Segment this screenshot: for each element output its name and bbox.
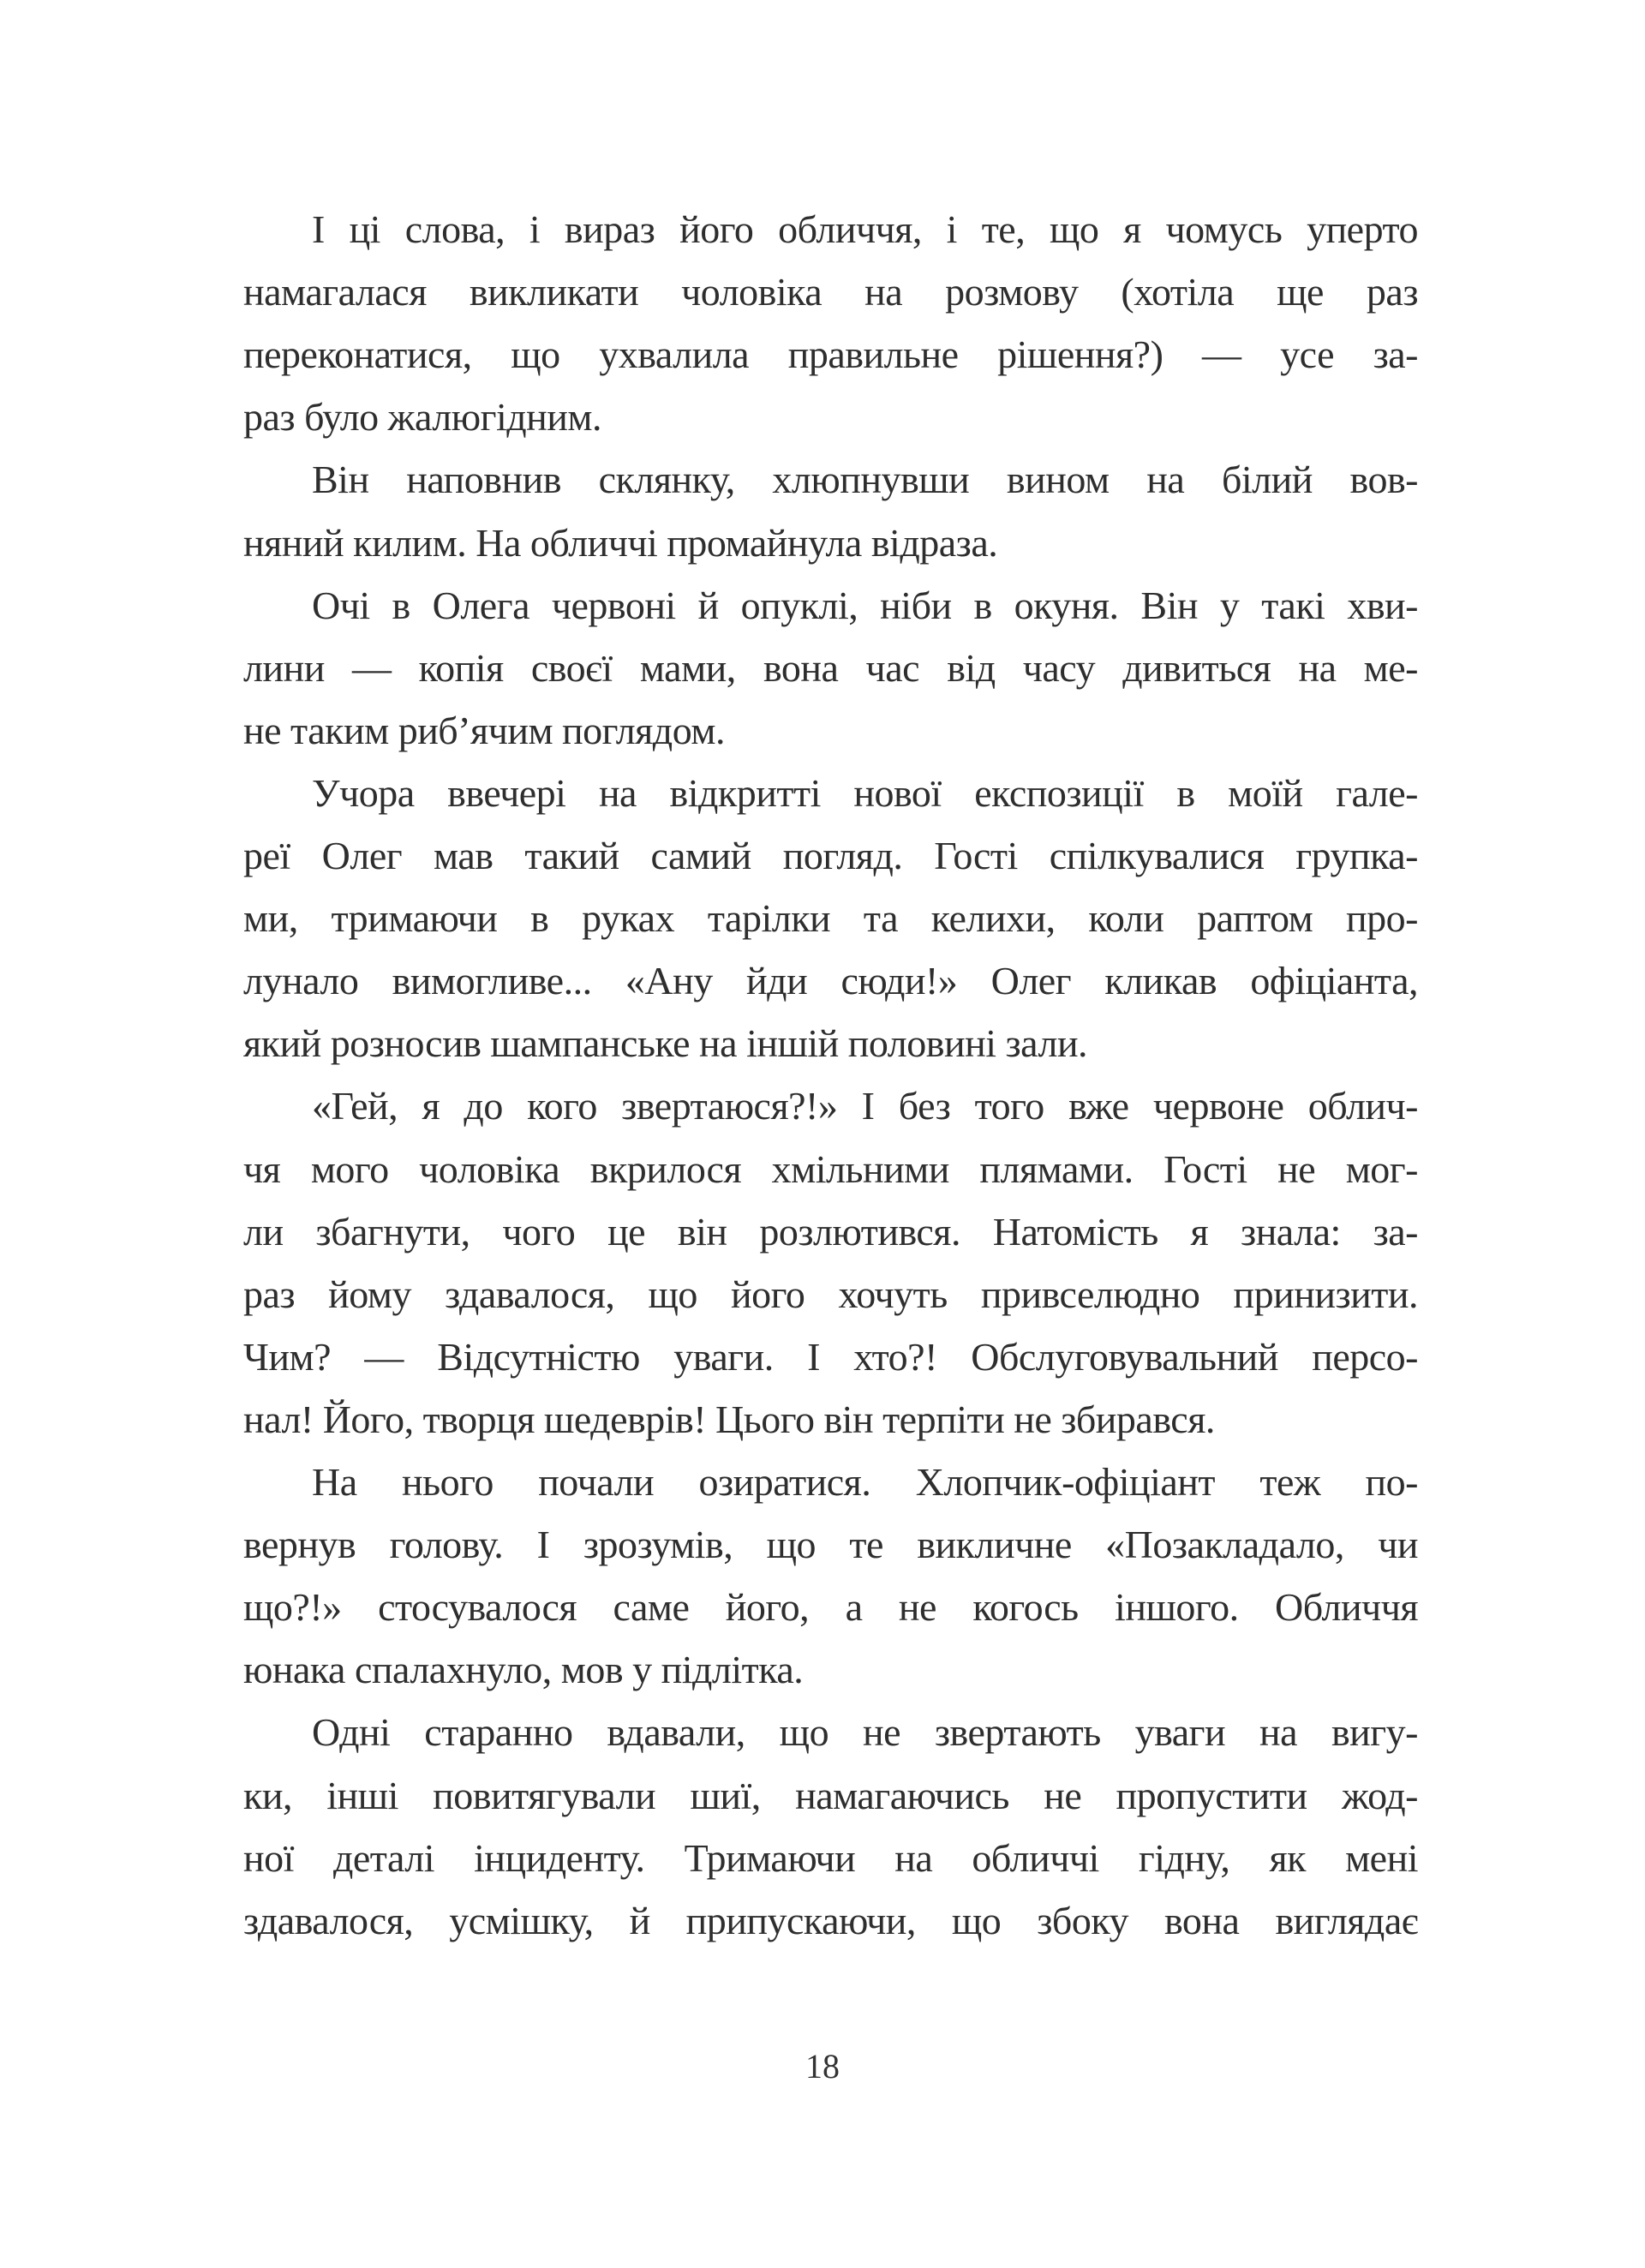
text-line: не таким риб’ячим поглядом. [243,708,725,752]
text-line: здавалося, усмішку, й припускаючи, що збоку вона виглядає [243,1898,1418,1942]
text-line: Чим? — Відсутністю уваги. І хто?! Обслуговувальний персо- [243,1334,1418,1379]
text-line: що?!» стосувалося саме його, а не когось іншого. Обличчя [243,1585,1418,1630]
text-line: ної деталі інциденту. Тримаючи на обличчі гідну, як мені [243,1835,1418,1880]
text-line: Учора ввечері на відкритті нової експозиції в моїй гале- [312,770,1418,815]
page-number: 18 [805,2047,840,2085]
text-line: ли збагнути, чого це він розлютився. Натомість я знала: за- [243,1209,1418,1254]
text-line: ми, тримаючи в руках тарілки та келихи, коли раптом про- [243,896,1418,941]
text-line: який розносив шампанське на іншій половині зали. [243,1021,1088,1066]
text-line: няний килим. На обличчі промайнула відраза. [243,520,998,565]
text-line: юнака спалахнуло, мов у підлітка. [243,1648,804,1692]
text-line: вернув голову. І зрозумів, що те викличне «Позакладало, чи [243,1523,1418,1567]
text-line: І ці слова, і вираз його обличчя, і те, що я чомусь уперто [312,207,1418,251]
text-line: На нього почали озиратися. Хлопчик-офіціант теж по- [312,1460,1418,1504]
text-line: ки, інші повитягували шиї, намагаючись не пропустити жод- [243,1773,1418,1817]
text-line: раз йому здавалося, що його хочуть привселюдно принизити. [243,1272,1418,1316]
text-line: чя мого чоловіка вкрилося хмільними плямами. Гості не мог- [243,1146,1418,1191]
text-line: Він наповнив склянку, хлюпнувши вином на білий вов- [312,458,1418,502]
text-line: намагалася викликати чоловіка на розмову (хотіла ще раз [243,270,1418,314]
text-line: Очі в Олега червоні й опуклі, ніби в окуня. Він у такі хви- [312,583,1418,627]
text-line: реї Олег мав такий самий погляд. Гості спілкувалися групка- [243,834,1418,877]
text-line: раз було жалюгідним. [243,395,601,440]
text-line: «Гей, я до кого звертаюся?!» І без того вже червоне облич- [312,1084,1418,1128]
text-line: лини — копія своєї мами, вона час від часу дивиться на ме- [243,645,1418,690]
text-line: нал! Його, творця шедеврів! Цього він терпіти не збирався. [243,1397,1215,1441]
text-line: Одні старанно вдавали, що не звертають уваги на вигу- [312,1710,1418,1755]
text-line: лунало вимогливе... «Ану йди сюди!» Олег кликав офіціанта, [243,959,1418,1003]
text-line: переконатися, що ухвалила правильне рішення?) — усе за- [243,332,1418,377]
